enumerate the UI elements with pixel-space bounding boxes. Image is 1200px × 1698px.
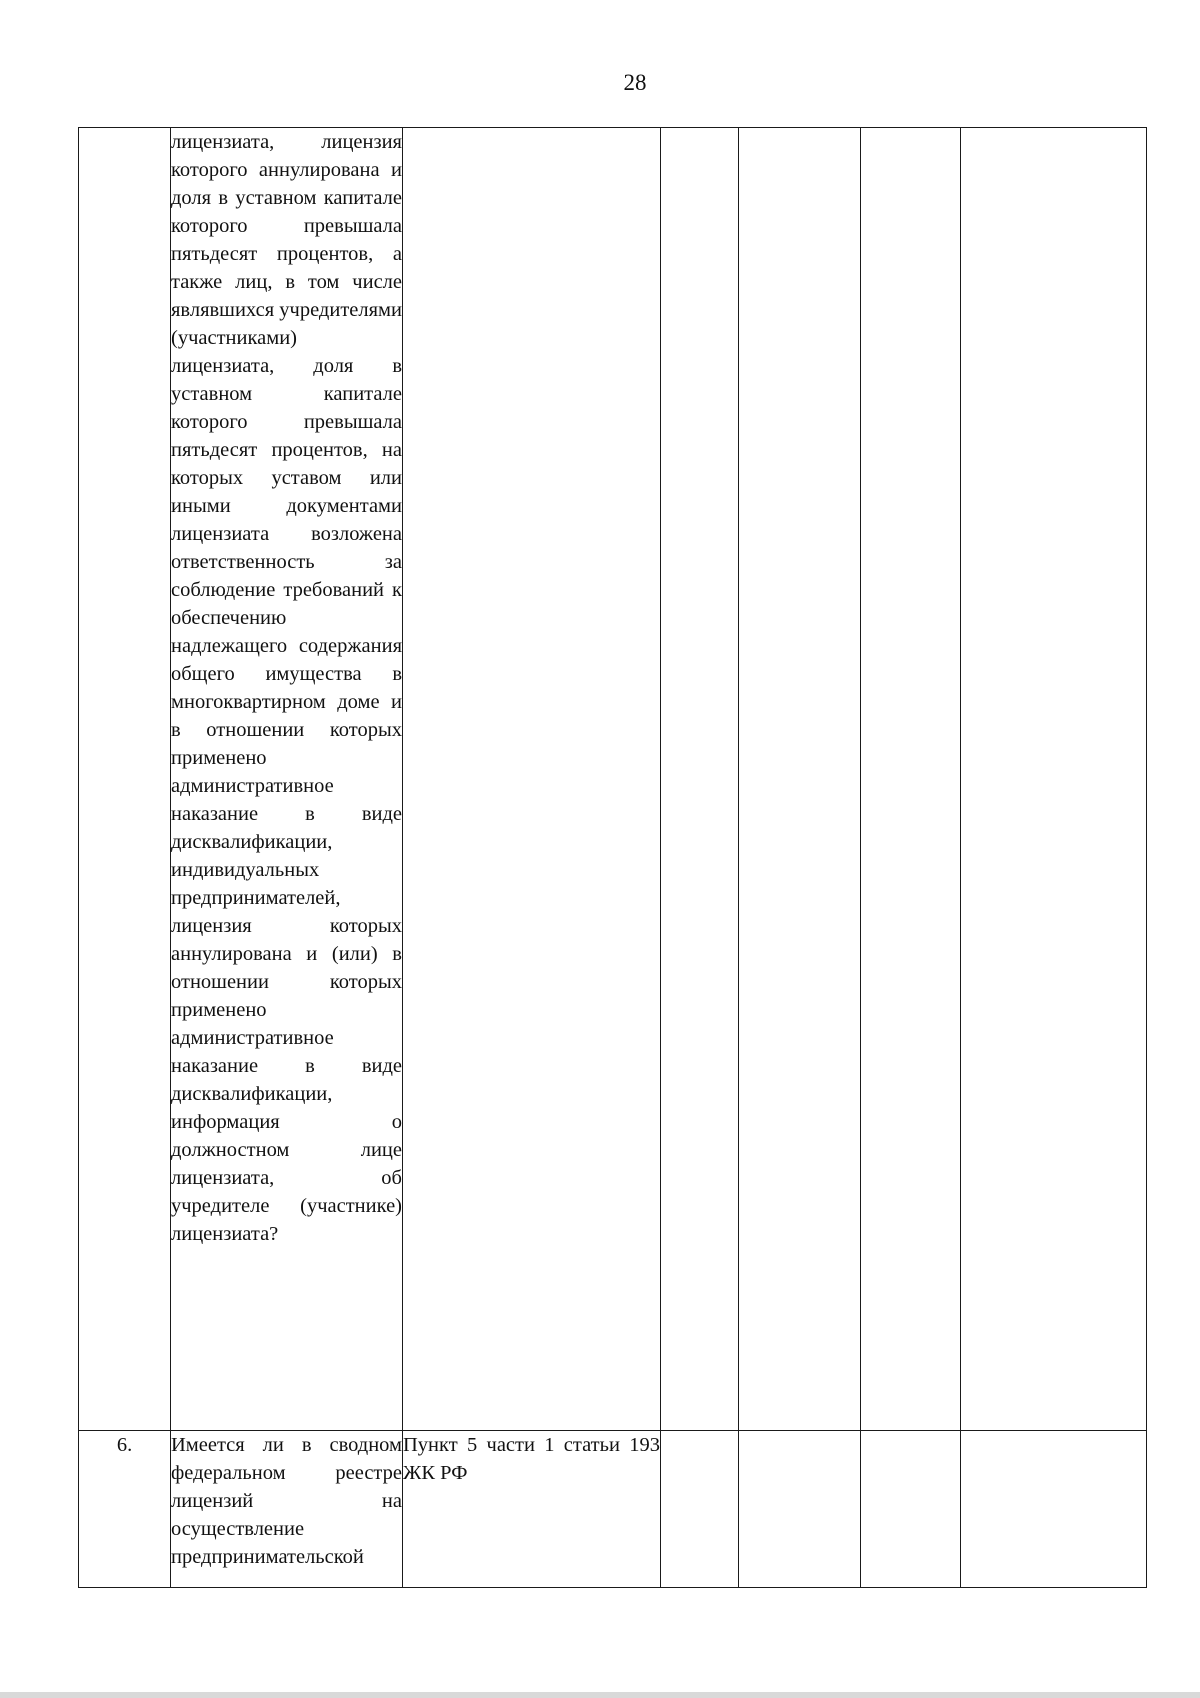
row-number: 6. <box>79 1431 171 1588</box>
table-row <box>79 128 1147 1431</box>
empty-cell <box>661 1431 739 1588</box>
table-row <box>79 1431 1147 1588</box>
empty-cell <box>961 1431 1147 1588</box>
empty-cell <box>861 1431 961 1588</box>
page-number: 28 <box>623 70 647 95</box>
question-text: Имеется ли в сводном федеральном реестре лицензий на осуществление предпринимательской <box>171 1431 403 1588</box>
row-number <box>79 128 171 1431</box>
question-text: лицензиата, лицензия которого аннулирована и доля в уставном капитале которого превышала пятьдесят процентов, а также лиц, в том числе являвшихся учредителями (участниками) лицензиата, доля в уставном капитале которого превышала пятьдесят процентов, на которых уставом или иными документами лицензиата возложена ответственность за соблюдение требований к обеспечению надлежащего содержания общего имущества в многоквартирном доме и в отношении которых применено административное наказание в виде дисквалификации, индивидуальных предпринимателей, лицензия которых аннулирована и (или) в отношении которых применено административное наказание в виде дисквалификации, информация о должностном лице лицензиата, об учредителе (участнике) лицензиата? <box>171 128 403 1431</box>
page-bottom-edge <box>0 1692 1200 1698</box>
empty-cell <box>739 128 861 1431</box>
checklist-table <box>78 127 1147 1588</box>
legal-basis: Пункт 5 части 1 статьи 193 ЖК РФ <box>403 1431 661 1588</box>
empty-cell <box>661 128 739 1431</box>
empty-cell <box>961 128 1147 1431</box>
empty-cell <box>861 128 961 1431</box>
empty-cell <box>739 1431 861 1588</box>
legal-basis <box>403 128 661 1431</box>
